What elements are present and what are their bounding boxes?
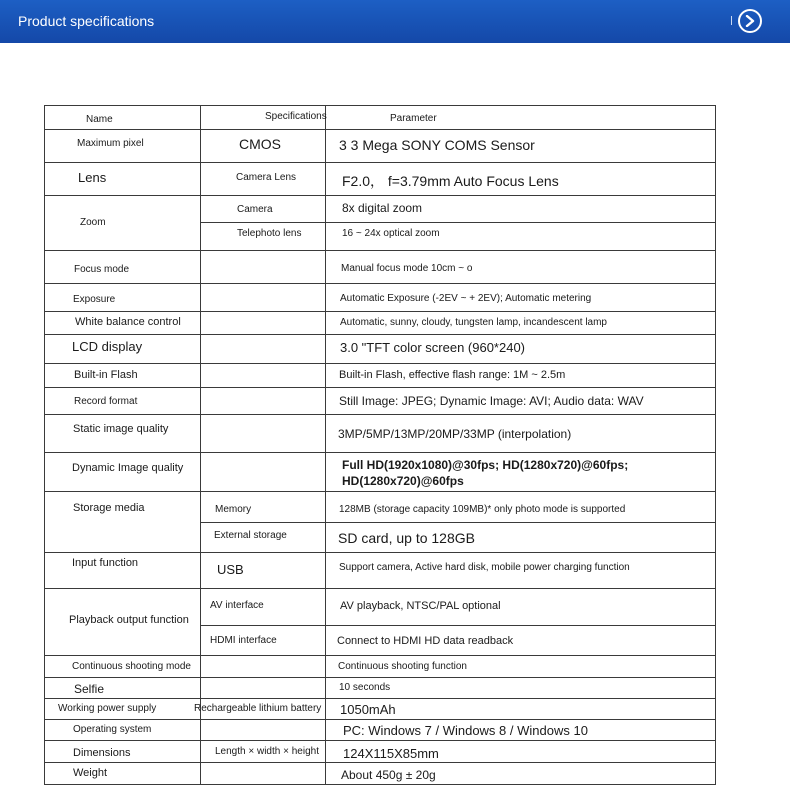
- row-param: Connect to HDMI HD data readback: [337, 635, 514, 647]
- row-spec: Camera Lens: [236, 172, 297, 183]
- table-rule: [44, 105, 715, 106]
- row-name: Selfie: [74, 682, 105, 696]
- table-rule: [44, 740, 715, 741]
- table-rule: [44, 414, 715, 415]
- table-rule: [44, 129, 715, 130]
- row-param: AV playback, NTSC/PAL optional: [340, 600, 501, 612]
- page-title: Product specifications: [18, 13, 155, 29]
- next-arrow-icon[interactable]: [738, 9, 762, 33]
- table-rule: [44, 311, 715, 312]
- table-rule: [44, 334, 715, 335]
- column-header-specifications: Specifications: [265, 111, 327, 122]
- table-rule: [325, 105, 326, 785]
- row-param: Built-in Flash, effective flash range: 1M ~ 2.5m: [339, 369, 566, 381]
- table-rule: [200, 625, 715, 626]
- table-rule: [44, 250, 715, 251]
- table-rule: [44, 655, 715, 656]
- row-name: Exposure: [73, 294, 116, 305]
- table-rule: [44, 452, 715, 453]
- row-name: Static image quality: [73, 423, 169, 435]
- row-param: 3.0 "TFT color screen (960*240): [340, 340, 526, 355]
- row-spec: External storage: [214, 530, 287, 541]
- row-spec: Camera: [237, 204, 273, 215]
- row-param: SD card, up to 128GB: [338, 530, 475, 546]
- row-param: 124X115X85mm: [343, 746, 439, 761]
- table-rule: [200, 522, 715, 523]
- row-name: Continuous shooting mode: [72, 661, 191, 672]
- table-rule: [44, 552, 715, 553]
- table-rule: [44, 363, 715, 364]
- row-name: Zoom: [80, 217, 106, 228]
- row-param: Manual focus mode 10cm ~ o: [341, 263, 473, 274]
- table-rule: [44, 677, 715, 678]
- row-name: Input function: [72, 557, 139, 569]
- row-param: 1050mAh: [340, 702, 396, 717]
- row-param: 128MB (storage capacity 109MB)* only photo mode is supported: [339, 504, 626, 515]
- row-name: Working power supply: [58, 703, 157, 714]
- row-param: Full HD(1920x1080)@30fps; HD(1280x720)@60fps;: [342, 458, 629, 472]
- row-param: 16 ~ 24x optical zoom: [342, 228, 440, 239]
- row-param: 10 seconds: [339, 682, 391, 693]
- row-name: Lens: [78, 170, 107, 185]
- row-name: Weight: [73, 767, 108, 779]
- table-rule: [44, 491, 715, 492]
- table-rule: [44, 162, 715, 163]
- table-rule: [44, 698, 715, 699]
- table-rule: [715, 105, 716, 785]
- table-rule: [44, 719, 715, 720]
- row-name: Playback output function: [69, 614, 189, 626]
- row-param: About 450g ± 20g: [341, 768, 436, 782]
- header-bar: [0, 0, 790, 43]
- row-spec: Length × width × height: [215, 746, 319, 757]
- row-param: F2.0， f=3.79mm Auto Focus Lens: [342, 173, 559, 189]
- row-name: Focus mode: [74, 264, 130, 275]
- row-name: Maximum pixel: [77, 138, 144, 149]
- row-param: Still Image: JPEG; Dynamic Image: AVI; Audio data: WAV: [339, 394, 644, 408]
- row-spec: CMOS: [239, 136, 281, 152]
- row-name: Built-in Flash: [74, 369, 138, 381]
- table-rule: [44, 105, 45, 785]
- table-rule: [44, 387, 715, 388]
- row-param: 3MP/5MP/13MP/20MP/33MP (interpolation): [338, 427, 572, 441]
- row-param: 3 3 Mega SONY COMS Sensor: [339, 137, 535, 153]
- column-header-name: Name: [86, 114, 113, 125]
- row-param: Automatic, sunny, cloudy, tungsten lamp, incandescent lamp: [340, 317, 607, 328]
- column-header-parameter: Parameter: [390, 113, 437, 124]
- table-rule: [44, 195, 715, 196]
- row-spec: HDMI interface: [210, 635, 277, 646]
- table-rule: [44, 784, 715, 785]
- row-spec: Rechargeable lithium battery: [194, 703, 322, 714]
- row-param: Automatic Exposure (-2EV ~ + 2EV); Automatic metering: [340, 293, 592, 304]
- table-rule: [44, 762, 715, 763]
- row-spec: Memory: [215, 504, 252, 515]
- row-name: Record format: [74, 396, 138, 407]
- table-rule: [200, 222, 715, 223]
- table-rule: [44, 283, 715, 284]
- row-spec: AV interface: [210, 600, 264, 611]
- row-param: PC: Windows 7 / Windows 8 / Windows 10: [343, 723, 588, 738]
- table-rule: [44, 588, 715, 589]
- row-param: Support camera, Active hard disk, mobile power charging function: [339, 562, 630, 573]
- row-name: Storage media: [73, 502, 145, 514]
- row-param: 8x digital zoom: [342, 201, 423, 215]
- row-name: Operating system: [73, 724, 152, 735]
- table-rule: [200, 105, 201, 785]
- row-param: HD(1280x720)@60fps: [342, 474, 464, 488]
- row-name: Dynamic Image quality: [72, 462, 184, 474]
- row-param: Continuous shooting function: [338, 661, 467, 672]
- row-name: White balance control: [75, 316, 181, 328]
- row-name: LCD display: [72, 339, 143, 354]
- header-divider: [731, 16, 732, 25]
- row-spec: USB: [217, 562, 244, 577]
- row-spec: Telephoto lens: [237, 228, 302, 239]
- row-name: Dimensions: [73, 747, 131, 759]
